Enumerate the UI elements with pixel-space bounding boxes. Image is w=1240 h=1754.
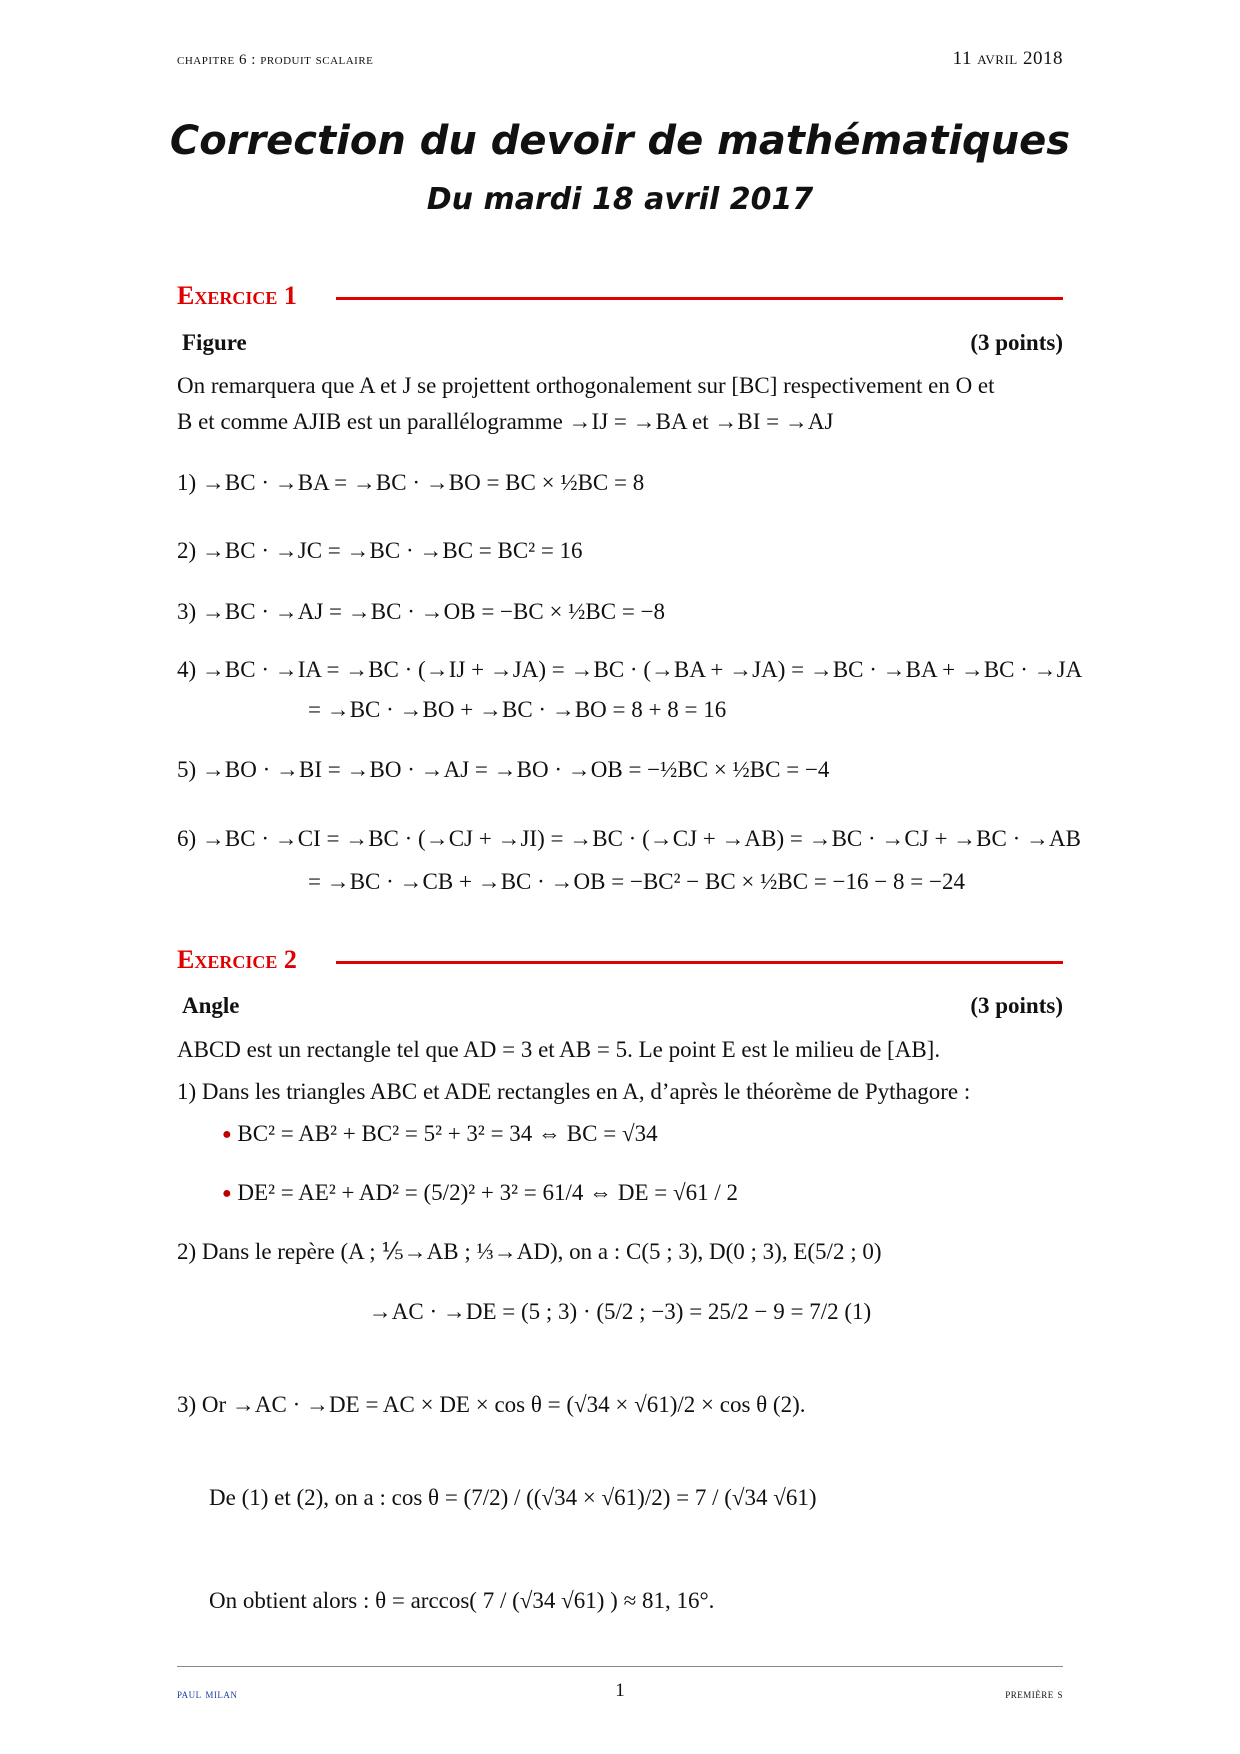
exercise-2-points: (3 points) bbox=[970, 993, 1063, 1018]
ex2-line-intro: ABCD est un rectangle tel que AD = 3 et AB = 5. Le point E est le milieu de [AB]. bbox=[177, 1037, 941, 1062]
ex2-dot-product-equation: →AC · →DE = (5 ; 3) · (5/2 ; −3) = 25/2 − 9 = 7/2 (1) bbox=[368, 1299, 872, 1324]
ex1-question-5: 5) →BO · →BI = →BO · →AJ = →BO · →OB = −½BC × ½BC = −4 bbox=[177, 757, 830, 782]
header-date: 11 avril 2018 bbox=[952, 48, 1063, 69]
ex1-question-1: 1) →BC · →BA = →BC · →BO = BC × ½BC = 8 bbox=[177, 470, 645, 495]
ex2-bullet-2 bbox=[222, 1178, 738, 1209]
page-title: Correction du devoir de mathématiques bbox=[169, 118, 1071, 164]
footer-rule bbox=[177, 1666, 1063, 1667]
chapter-header: chapitre 6 : produit scalaire bbox=[177, 52, 374, 68]
ex1-question-4: 4) →BC · →IA = →BC · (→IJ + →JA) = →BC · (→BA + →JA) = →BC · →BA + →BC · →JA bbox=[177, 657, 1083, 682]
ex1-question-2: 2) →BC · →JC = →BC · →BC = BC² = 16 bbox=[177, 538, 583, 563]
ex2-cos-equation: De (1) et (2), on a : cos θ = (7/2) / ((√34 × √61)/2) = 7 / (√34 √61) bbox=[209, 1485, 817, 1510]
ex2-question-3: 3) Or →AC · →DE = AC × DE × cos θ = (√34 × √61)/2 × cos θ (2). bbox=[177, 1392, 806, 1417]
exercise-2-heading: Exercice 2 bbox=[177, 945, 297, 974]
footer-class: première s bbox=[1005, 1686, 1063, 1701]
exercise-2-subject: Angle bbox=[182, 993, 240, 1018]
ex1-question-6-cont: = →BC · →CB + →BC · →OB = −BC² − BC × ½BC = −16 − 8 = −24 bbox=[308, 869, 965, 894]
ex1-line-intro-2: B et comme AJIB est un parallélogramme →IJ = →BA et →BI = →AJ bbox=[177, 409, 834, 434]
ex2-question-1: 1) Dans les triangles ABC et ADE rectangles en A, d’après le théorème de Pythagore : bbox=[177, 1079, 971, 1104]
footer-page-number: 1 bbox=[615, 1680, 625, 1701]
ex2-bullet-1-text: BC² = AB² + BC² = 5² + 3² = 34 ⇔ BC = √34 bbox=[237, 1121, 658, 1146]
bullet-icon: ● bbox=[222, 1185, 232, 1202]
page-subtitle: Du mardi 18 avril 2017 bbox=[426, 182, 814, 217]
exercise-1-points: (3 points) bbox=[970, 330, 1063, 355]
ex2-question-2: 2) Dans le repère (A ; ⅕→AB ; ⅓→AD), on a : C(5 ; 3), D(0 ; 3), E(5/2 ; 0) bbox=[177, 1239, 882, 1264]
bullet-icon: ● bbox=[222, 1126, 232, 1143]
exercise-1-subject: Figure bbox=[182, 330, 247, 355]
exercise-1-heading: Exercice 1 bbox=[177, 281, 297, 310]
ex2-result: On obtient alors : θ = arccos( 7 / (√34 √61) ) ≈ 81, 16°. bbox=[209, 1588, 715, 1613]
ex1-question-4-cont: = →BC · →BO + →BC · →BO = 8 + 8 = 16 bbox=[308, 697, 727, 722]
ex2-bullet-1 bbox=[222, 1119, 658, 1150]
exercise-1-rule bbox=[336, 297, 1063, 300]
exercise-2-rule bbox=[336, 961, 1063, 964]
ex1-line-intro-1: On remarquera que A et J se projettent orthogonalement sur [BC] respectivement en O et bbox=[177, 373, 995, 398]
footer-author: paul milan bbox=[177, 1686, 238, 1701]
ex2-bullet-2-text: DE² = AE² + AD² = (5/2)² + 3² = 61/4 ⇔ DE = √61 / 2 bbox=[237, 1180, 738, 1205]
ex1-question-3: 3) →BC · →AJ = →BC · →OB = −BC × ½BC = −8 bbox=[177, 599, 666, 624]
ex1-question-6: 6) →BC · →CI = →BC · (→CJ + →JI) = →BC · (→CJ + →AB) = →BC · →CJ + →BC · →AB bbox=[177, 826, 1081, 851]
